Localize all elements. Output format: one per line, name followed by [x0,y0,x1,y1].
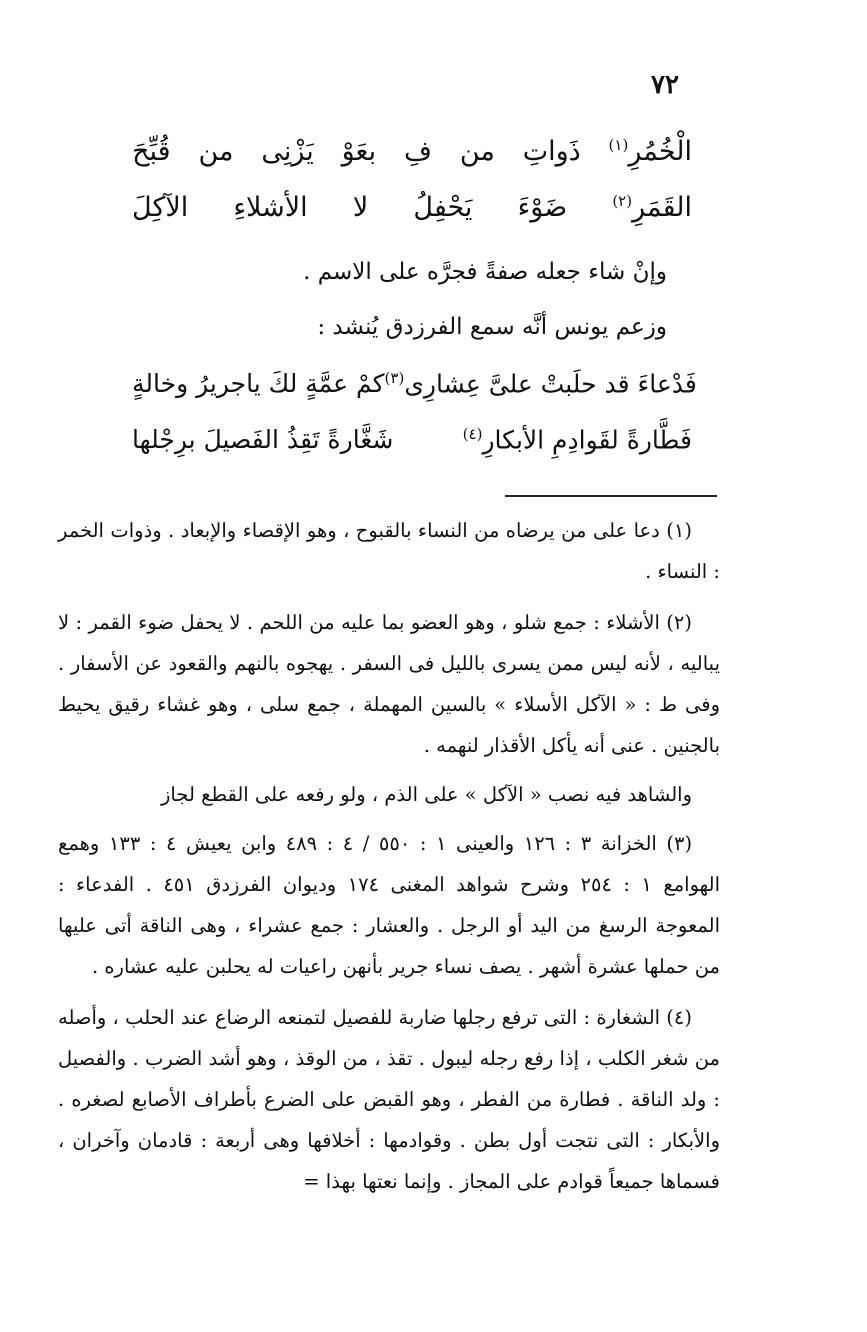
footnote-separator [505,495,717,497]
verse-word: الأشلاءِ [233,192,308,223]
footnote-4: (٤) الشغارة : التى ترفع رجلها ضاربة للفصيل لتمنعه الرضاع عند الحلب ، وأصله من شغر الكلب ، إذا رفع رجله ليبول . تقذ ، من الوقذ ، وهو أشد الضرب . والفصيل : ولد الناقة . فطارة من الفطر ، وهو القبض على الضرع بأطراف الأصابع لصغره . والأبكار : التى نتجت أول بطن . وقوادمها : أخلافها وهى أربعة : قادمان وآخران ، فسماها جميعاً قوادم على المجاز . وإنما نعتها بهذا = [58,1006,720,1193]
footnote-ref: (٢) [612,192,633,210]
verse-word: فِ [403,136,432,167]
verse-line-4 [132,418,692,462]
verse-line-1 [132,130,692,174]
verse-word: يَزْنِى [261,136,314,167]
footnote-ref: (٤) [462,424,483,443]
verse-word: لا [352,192,369,223]
footnote-3: (٣) الخزانة ٣ : ١٢٦ والعينى ١ : ٥٥٠ / ٤ : ٤٨٩ وابن يعيش ٤ : ١٣٣ وهمع الهوامع ١ : ٢٥٤ وشرح شواهد المغنى ١٧٤ وديوان الفرزدق ٤٥١ . الفدعاء : المعوجة الرسغ من اليد أو الرجل . والعشار : جمع عشراء ، وهى الناقة أتى عليها من حملها عشرة أشهر . يصف نساء جرير بأنهن راعيات له يحلبن عليه عشاره . [58,832,720,978]
prose-line-2: وزعم يونس أنَّه سمع الفرزدق يُنشد : [317,314,667,340]
verse-line-2 [132,186,692,230]
verse-word: الآكِلَ [132,192,189,223]
verse-hemistich: كمْ عمَّةٍ لكَ ياجريرُ وخالةٍ [132,369,385,398]
verse-word: بعَوْ [341,136,377,167]
verse-hemistich: فَدْعاءَ قد حلَبتْ علىَّ عِشارِى [404,369,697,398]
verse-hemistich: فَطَّارةً لقَوادِمِ الأبكارِ [482,425,692,454]
verse-word: يَحْفِلُ [413,192,473,223]
footnote-ref: (١) [608,136,629,154]
verse-word: ضَوْءَ [517,192,568,223]
verse-hemistich-last [463,412,692,462]
verse-word-last [609,123,692,174]
verse-hemistich: شَغَّارةً تَقِذُ الفَصيلَ برِجْلها [132,425,394,454]
prose-line-1: وإنْ شاء جعله صفةً فجرَّه على الاسم . [303,259,667,285]
footnotes [58,510,720,1212]
verse-word: من [198,136,234,167]
footnote-ref: (٣) [384,368,405,387]
verse-word: الْخُمُرِ [628,136,692,167]
verse-word-last [612,179,692,230]
footnote-2: (٢) الأشلاء : جمع شلو ، وهو العضو بما عليه من اللحم . لا يحفل ضوء القمر : لا يباليه ، لأنه ليس ممن يسرى بالليل فى السفر . يهجوه بالنهم والقعود عن الأسفار . وفى ط : « الآكل الأسلاء » بالسين المهملة ، جمع سلى ، وهو غشاء رقيق يحيط بالجنين . عنى أنه يأكل الأقذار لنهمه . [58,611,720,757]
verse-hemistich-last [385,356,697,406]
footnote-2-shahid: والشاهد فيه نصب « الآكل » على الذم ، ولو رفعه على القطع لجاز [161,783,692,806]
footnote-1: (١) دعا على من يرضاه من النساء بالقبوح ، وهو الإقصاء والإبعاد . وذوات الخمر : النساء . [58,519,720,583]
verse-line-3 [132,362,697,406]
verse-word: قُبِّحَ [132,136,171,167]
verse-word: القَمَرِ [632,192,692,223]
verse-word: ذَواتِ [522,136,581,167]
verse-word: من [459,136,495,167]
page-number: ٧٢ [651,70,679,100]
